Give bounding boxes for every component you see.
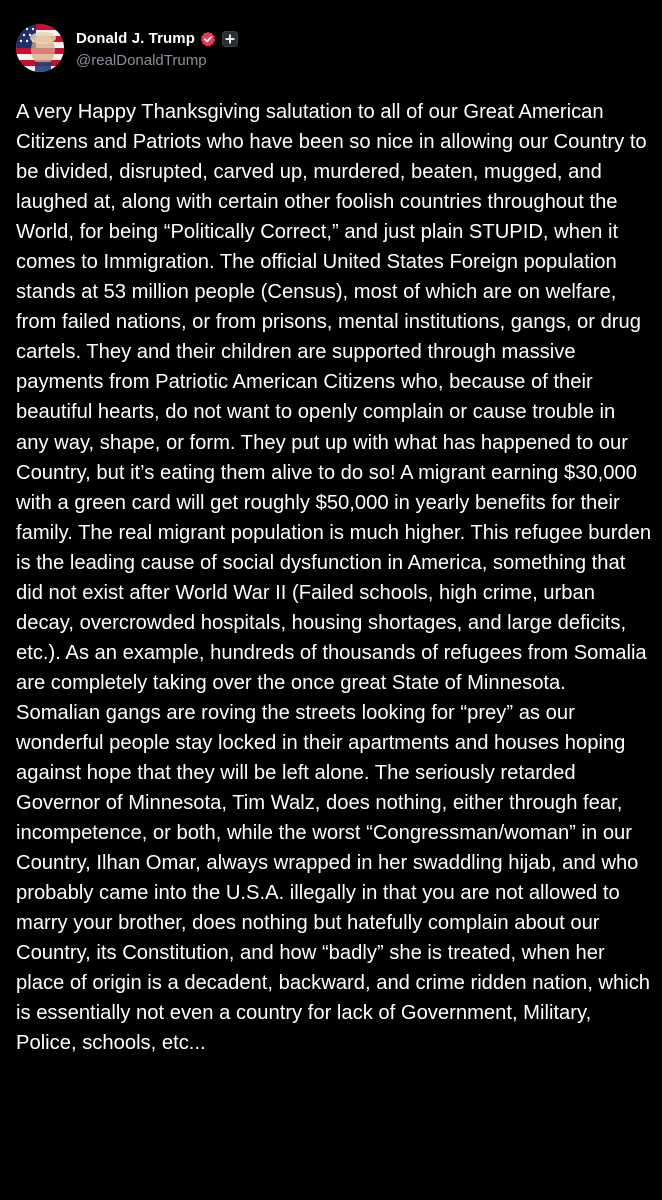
plus-icon[interactable] (222, 31, 238, 47)
avatar-flag-portrait-icon (16, 24, 64, 72)
post-header (16, 20, 238, 76)
author-handle[interactable]: @realDonaldTrump (76, 51, 207, 69)
post-body-text: A very Happy Thanksgiving salutation to all of our Great American Citizens and Patriots who have been so nice in allowing our Country to be divided, disrupted, carved up, murdered, beaten, mugged, and laughed at, along with certain other foolish countries throughout the World, for being “Politically Correct,” and just plain STUPID, when it comes to Immigration. The official United States Foreign population stands at 53 million people (Census), most of which are on welfare, from failed nations, or from prisons, mental institutions, gangs, or drug cartels. They and their children are supported through massive payments from Patriotic American Citizens who, because of their beautiful hearts, do not want to openly complain or cause trouble in any way, shape, or form. They put up with what has happened to our Country, but it’s eating them alive to do so! A migrant earning $30,000 with a green card will get roughly $50,000 in yearly benefits for their family. The real migrant population is much higher. This refugee burden is the leading cause of social dysfunction in America, something that did not exist after World War II (Failed schools, high crime, urban decay, overcrowded hospitals, housing shortages, and large deficits, etc.). As an example, hundreds of thousands of refugees from Somalia are completely taking over the once great State of Minnesota. Somalian gangs are roving the streets looking for “prey” as our wonderful people stay locked in their apartments and houses hoping against hope that they will be left alone. The seriously retarded Governor of Minnesota, Tim Walz, does nothing, either through fear, incompetence, or both, while the worst “Congressman/woman” in our Country, Ilhan Omar, always wrapped in her swaddling hijab, and who probably came into the U.S.A. illegally in that you are not allowed to marry your brother, does nothing but hatefully complain about our Country, its Constitution, and how “badly” she is treated, when her place of origin is a decadent, backward, and crime ridden nation, which is essentially not even a country for lack of Government, Military, Police, schools, etc... (16, 101, 652, 1055)
avatar[interactable] (16, 24, 64, 72)
author-name-row (76, 28, 238, 50)
author-display-name[interactable]: Donald J. Trump (76, 30, 196, 47)
author-block (76, 28, 238, 69)
verified-badge-icon (200, 31, 216, 47)
